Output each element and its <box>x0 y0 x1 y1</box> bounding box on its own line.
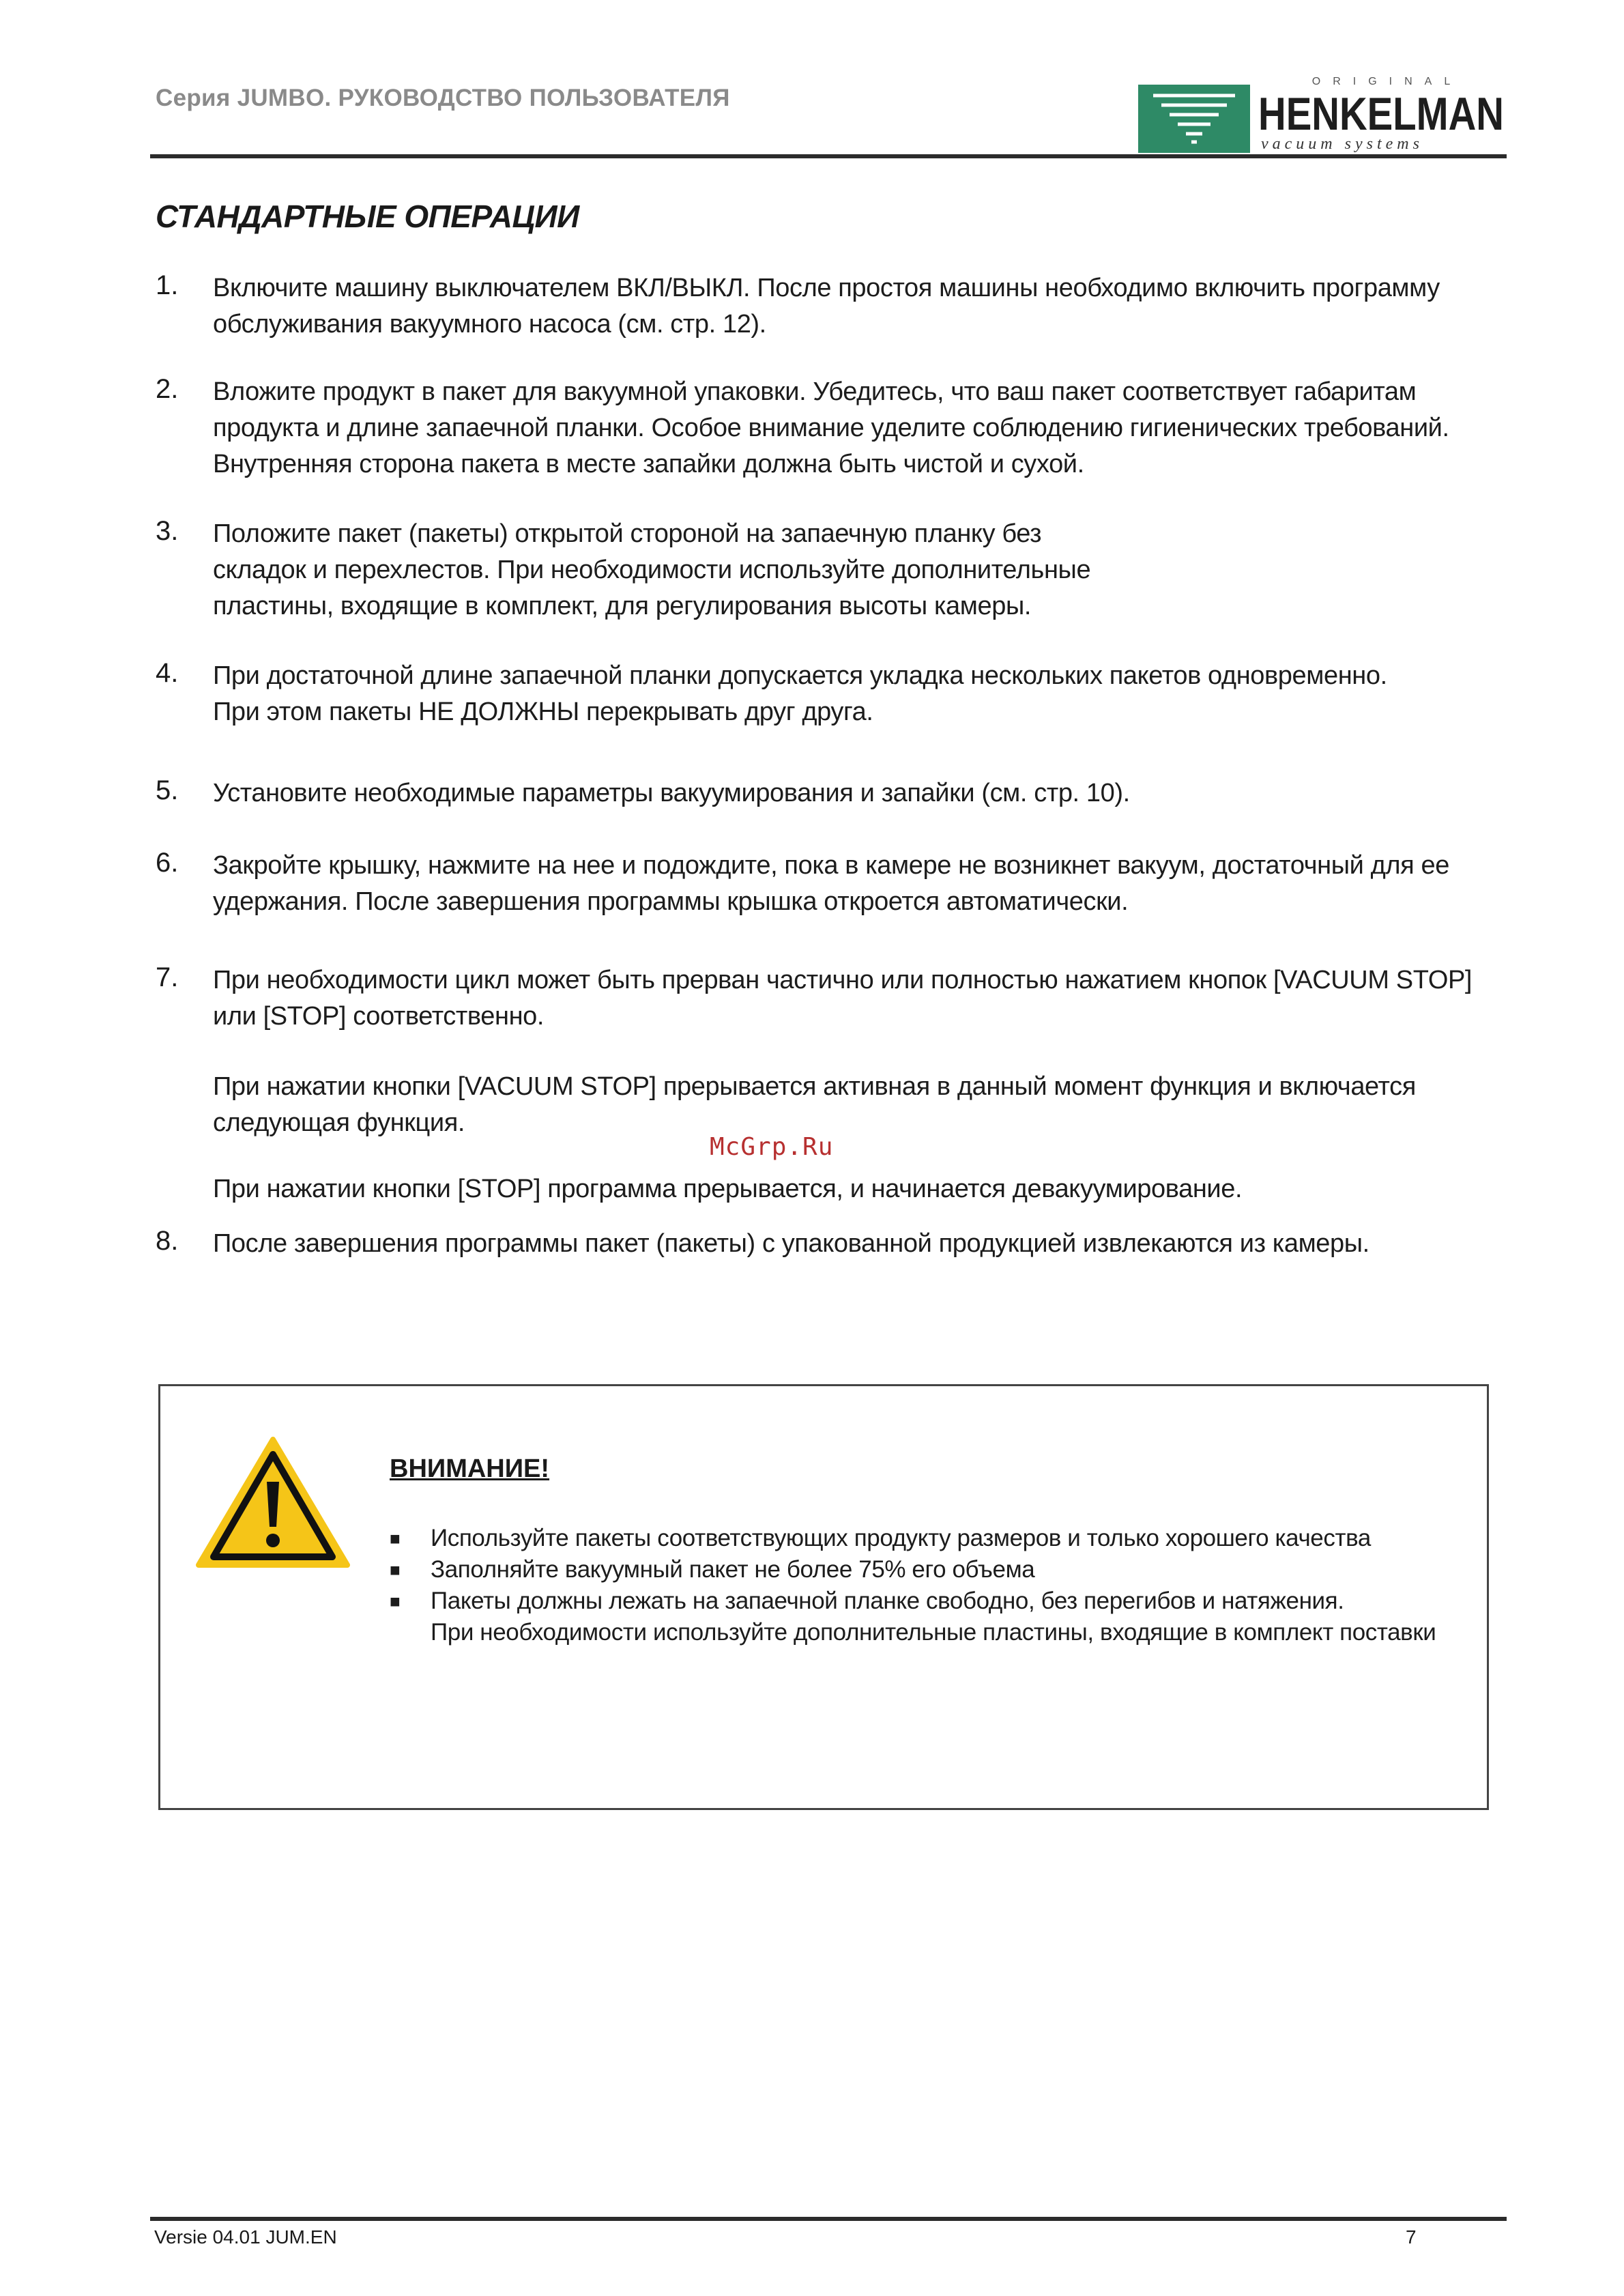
logo-original-text: ORIGINAL <box>1311 76 1463 87</box>
step-number: 4. <box>156 658 179 688</box>
step-line: Закройте крышку, нажмите на нее и подождите, пока в камере не возникнет вакуум, достаточный для ее <box>213 851 1449 880</box>
step-text <box>213 775 1503 812</box>
logo-brand-text: HENKELMAN <box>1258 88 1504 140</box>
warning-list <box>390 1523 1468 1648</box>
warning-line: Заполняйте вакуумный пакет не более 75% его объема <box>431 1556 1035 1583</box>
section-title: СТАНДАРТНЫЕ ОПЕРАЦИИ <box>156 199 579 234</box>
warning-item <box>390 1554 1468 1585</box>
step-number: 5. <box>156 775 179 805</box>
warning-item <box>390 1523 1468 1554</box>
note-line: При нажатии кнопки [VACUUM STOP] прерывается активная в данный момент функция и включается <box>213 1072 1416 1101</box>
step-line: Внутренняя сторона пакета в месте запайки должна быть чистой и сухой. <box>213 450 1084 478</box>
watermark-link[interactable]: McGrp.Ru <box>710 1133 834 1161</box>
warning-heading: ВНИМАНИЕ! <box>390 1454 550 1483</box>
step-number: 7. <box>156 962 179 992</box>
step-line: удержания. После завершения программы крышка откроется автоматически. <box>213 887 1129 916</box>
bullet-icon: ■ <box>390 1560 401 1580</box>
step-text <box>213 658 1503 730</box>
step-line: Вложите продукт в пакет для вакуумной упаковки. Убедитесь, что ваш пакет соответствует габаритам <box>213 377 1417 406</box>
bullet-icon: ■ <box>390 1528 401 1549</box>
step-line: складок и перехлестов. При необходимости используйте дополнительные <box>213 556 1091 584</box>
step-line: При необходимости цикл может быть прерван частично или полностью нажатием кнопок [VACUUM STOP] <box>213 966 1473 994</box>
step-line: Включите машину выключателем ВКЛ/ВЫКЛ. После простоя машины необходимо включить программу <box>213 274 1440 302</box>
step-text <box>213 516 1503 625</box>
warning-line: При необходимости используйте дополнительные пластины, входящие в комплект поставки <box>431 1619 1436 1646</box>
warning-item <box>390 1585 1468 1648</box>
header-title: Серия JUMBO. РУКОВОДСТВО ПОЛЬЗОВАТЕЛЯ <box>156 85 730 111</box>
note-line: При нажатии кнопки [STOP] программа прерывается, и начинается девакуумирование. <box>213 1175 1243 1203</box>
step7-note <box>213 1171 1503 1207</box>
page-number: 7 <box>1406 2226 1417 2248</box>
step-text <box>213 962 1503 1035</box>
step-line: После завершения программы пакет (пакеты) с упакованной продукцией извлекаются из камеры. <box>213 1229 1369 1258</box>
step-text <box>213 270 1503 343</box>
step-line: При достаточной длине запаечной планки допускается укладка нескольких пакетов одновременно. <box>213 661 1387 690</box>
footer-version: Versie 04.01 JUM.EN <box>154 2226 337 2248</box>
step-number: 1. <box>156 270 179 300</box>
step-number: 8. <box>156 1226 179 1256</box>
step7-note <box>213 1069 1503 1141</box>
step-number: 6. <box>156 848 179 878</box>
warning-line: Используйте пакеты соответствующих продукту размеров и только хорошего качества <box>431 1525 1371 1551</box>
warning-box <box>158 1384 1489 1810</box>
warning-line: Пакеты должны лежать на запаечной планке свободно, без перегибов и натяжения. <box>431 1588 1344 1614</box>
step-line: Положите пакет (пакеты) открытой стороной на запаечную планку без <box>213 519 1042 548</box>
note-line: следующая функция. <box>213 1108 465 1137</box>
step-line: продукта и длине запаечной планки. Особое внимание уделите соблюдению гигиенических требований. <box>213 414 1449 442</box>
step-text <box>213 374 1503 483</box>
warning-triangle-icon <box>194 1434 351 1570</box>
footer-rule <box>150 2217 1507 2221</box>
header-rule <box>150 154 1507 158</box>
step-line: пластины, входящие в комплект, для регулирования высоты камеры. <box>213 592 1032 620</box>
step-line: Установите необходимые параметры вакуумирования и запайки (см. стр. 10). <box>213 779 1130 807</box>
step-line: обслуживания вакуумного насоса (см. стр. 12). <box>213 310 766 339</box>
bullet-icon: ■ <box>390 1591 401 1611</box>
step-number: 3. <box>156 516 179 546</box>
step-line: или [STOP] соответственно. <box>213 1002 545 1031</box>
step-line: При этом пакеты НЕ ДОЛЖНЫ перекрывать друг друга. <box>213 698 873 726</box>
henkelman-logo <box>1138 75 1507 154</box>
step-text <box>213 1226 1503 1262</box>
step-number: 2. <box>156 374 179 404</box>
step-text <box>213 848 1503 920</box>
logo-tagline-text: vacuum systems <box>1261 135 1423 153</box>
